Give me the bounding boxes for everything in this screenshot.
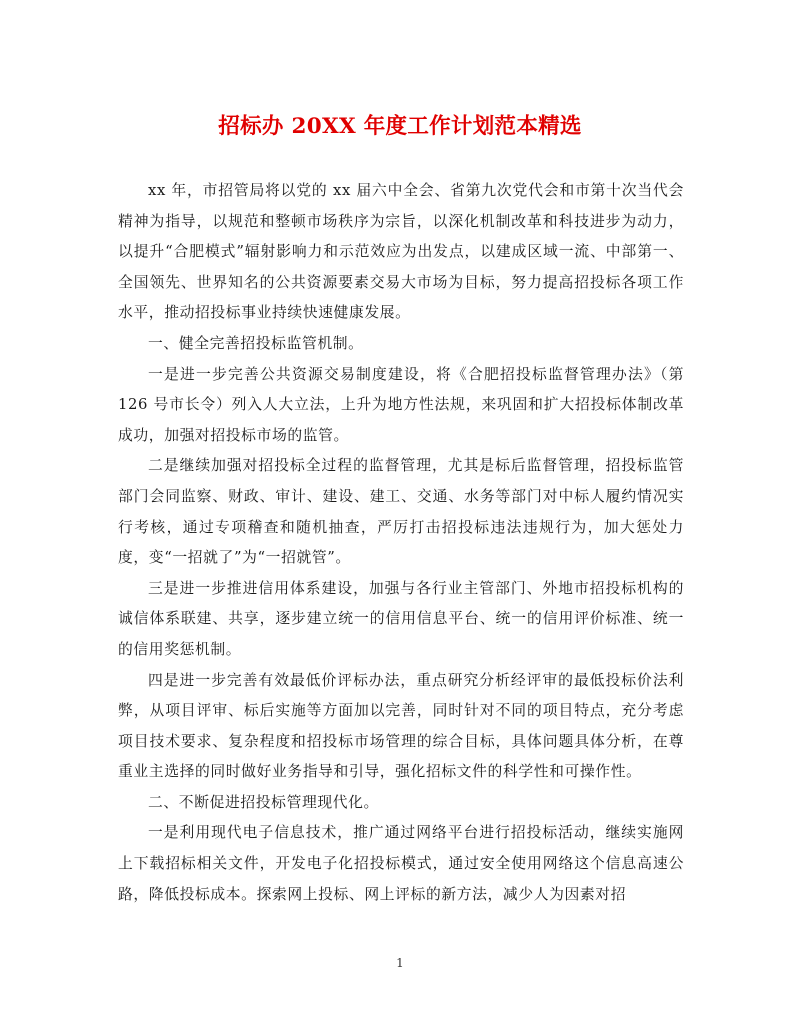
section-heading-1: 一、健全完善招投标监管机制。 <box>148 334 364 352</box>
paragraph-1-1: 一是进一步完善公共资源交易制度建设，将《合肥招投标监督管理办法》（第 126 号市长令）列入人大立法，上升为地方性法规，来巩固和扩大招投标体制改革成功，加强对招投标市场的监管。 <box>118 365 684 444</box>
page-number: 1 <box>396 956 404 970</box>
paragraph-1-4: 四是进一步完善有效最低价评标办法，重点研究分析经评审的最低投标价法利弊，从项目评审、标后实施等方面加以完善，同时针对不同的项目特点，充分考虑项目技术要求、复杂程度和招投标市场管理的综合目标，具体问题具体分析，在尊重业主选择的同时做好业务指导和引导，强化招标文件的科学性和可操作性。 <box>118 671 684 781</box>
paragraph-1-3: 三是进一步推进信用体系建设，加强与各行业主管部门、外地市招投标机构的诚信体系联建、共享，逐步建立统一的信用信息平台、统一的信用评价标准、统一的信用奖惩机制。 <box>118 579 684 658</box>
document-title: 招标办 20XX 年度工作计划范本精选 <box>218 114 582 139</box>
paragraph-2-1: 一是利用现代电子信息技术，推广通过网络平台进行招投标活动，继续实施网上下载招标相关文件，开发电子化招投标模式，通过安全使用网络这个信息高速公路，降低投标成本。探索网上投标、网上评标的新方法，减少人为因素对招 <box>118 824 684 903</box>
document-body <box>118 176 684 910</box>
paragraph-intro: xx 年，市招管局将以党的 xx 届六中全会、省第九次党代会和市第十次当代会精神为指导，以规范和整顿市场秩序为宗旨，以深化机制改革和科技进步为动力，以提升“合肥模式”辐射影响力和示范效应为出发点，以建成区域一流、中部第一、全国领先、世界知名的公共资源要素交易大市场为目标，努力提高招投标各项工作水平，推动招投标事业持续快速健康发展。 <box>118 182 684 322</box>
paragraph-1-2: 二是继续加强对招投标全过程的监督管理，尤其是标后监督管理，招投标监管部门会同监察、财政、审计、建设、建工、交通、水务等部门对中标人履约情况实行考核，通过专项稽查和随机抽查，严厉打击招投标违法违规行为，加大惩处力度，变“一招就了”为“一招就管”。 <box>118 457 684 567</box>
section-heading-2: 二、不断促进招投标管理现代化。 <box>148 793 379 811</box>
